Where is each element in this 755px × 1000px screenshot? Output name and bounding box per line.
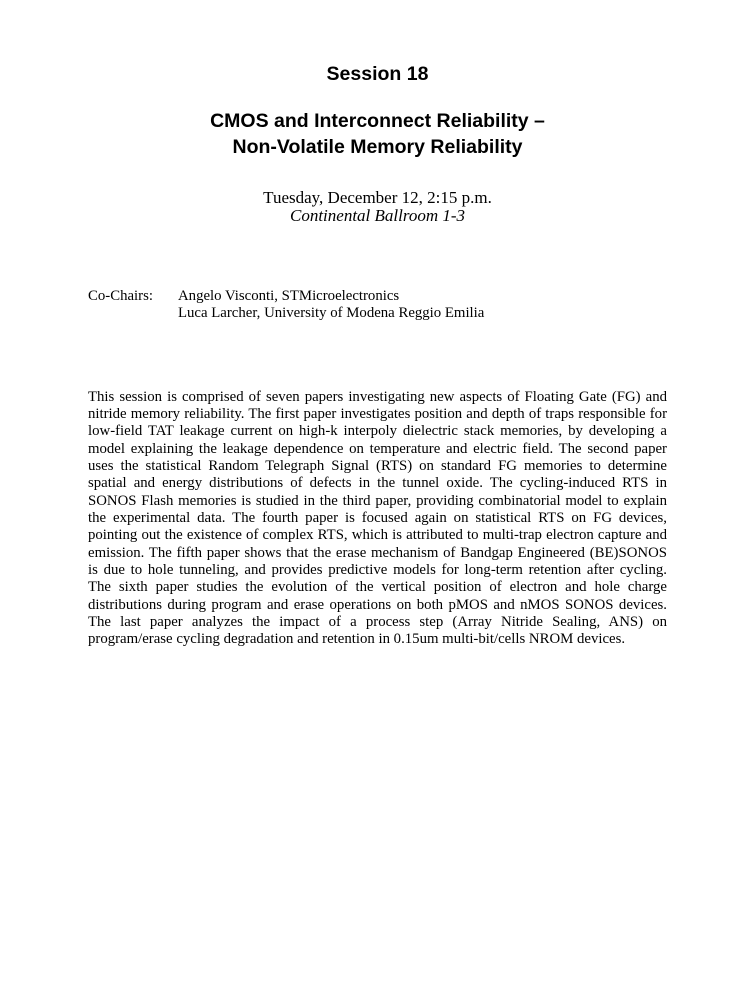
session-description: This session is comprised of seven papers investigating new aspects of Floating Gate (FG) and nitride memory reliability. The first paper investigates position and depth of traps responsible for low-field TAT leakage current on high-k interpoly dielectric stack memories, by developing a model explaining the leakage dependence on temperature and electric field. The second paper uses the statistical Random Telegraph Signal (RTS) on standard FG memories to determine spatial and energy distributions of defects in the tunnel oxide. The cycling-induced RTS in SONOS Flash memories is studied in the third paper, providing combinatorial model to explain the experimental data. The fourth paper is focused again on statistical RTS on FG devices, pointing out the existence of complex RTS, which is attributed to multi-trap electron capture and emission. The fifth paper shows that the erase mechanism of Bandgap Engineered (BE)SONOS is due to hole tunneling, and provides predictive models for long-term retention after cycling. The sixth paper studies the evolution of the vertical position of electron and hole charge distributions during program and erase operations on both pMOS and nMOS SONOS devices. The last paper analyzes the impact of a process step (Array Nitride Sealing, ANS) on program/erase cycling degradation and retention in 0.15um multi-bit/cells NROM devices.	[88, 388, 667, 648]
cochairs-label: Co-Chairs:	[88, 288, 153, 304]
session-title-heading	[0, 108, 755, 160]
session-location: Continental Ballroom 1-3	[289, 206, 466, 225]
session-title-line2: Non-Volatile Memory Reliability	[232, 136, 523, 158]
session-title-line1: CMOS and Interconnect Reliability –	[210, 110, 545, 132]
cochairs-names	[178, 288, 667, 323]
session-number-heading: Session 18	[326, 63, 429, 85]
session-schedule-block	[0, 189, 755, 225]
cochair-name-1: Angelo Visconti, STMicroelectronics	[178, 288, 400, 304]
session-datetime: Tuesday, December 12, 2:15 p.m.	[263, 188, 492, 207]
cochair-name-2: Luca Larcher, University of Modena Reggio Emilia	[178, 305, 485, 322]
cochairs-block	[0, 288, 755, 323]
